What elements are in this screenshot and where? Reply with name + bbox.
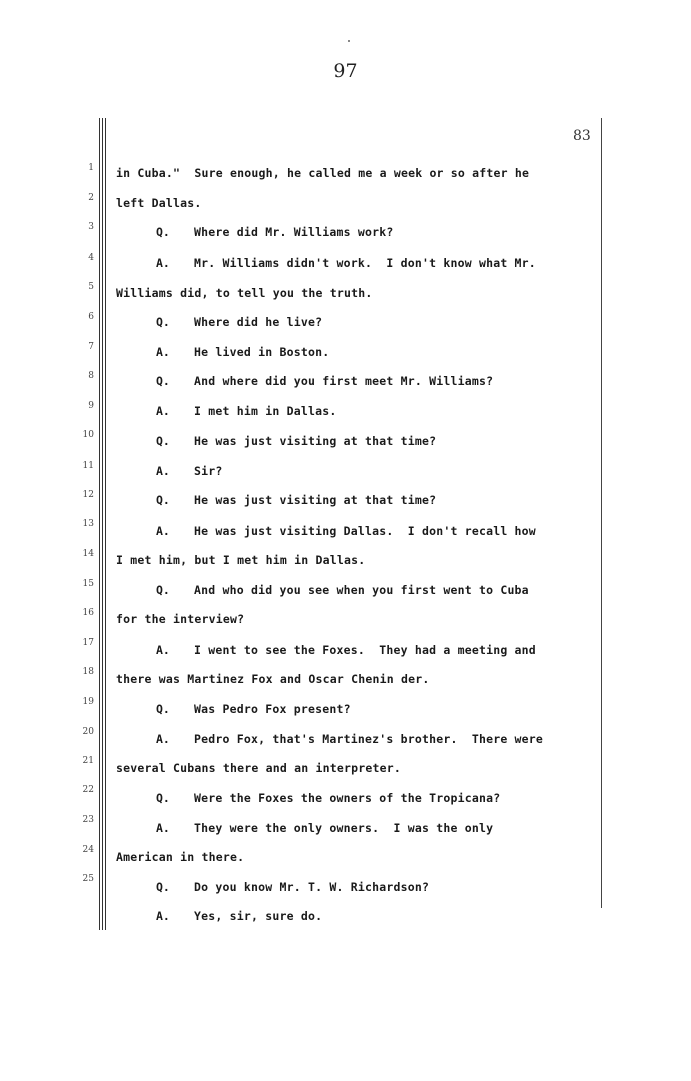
testimony-line: Where did Mr. Williams work? — [194, 225, 394, 239]
speaker-label: Q. — [156, 493, 170, 507]
testimony-line: He was just visiting at that time? — [194, 434, 437, 448]
testimony-line: left Dallas. — [116, 196, 202, 210]
line-number: 6 — [88, 312, 94, 322]
speaker-label: Q. — [156, 434, 170, 448]
speaker-label: Q. — [156, 315, 170, 329]
line-number: 3 — [88, 222, 94, 232]
testimony-line: Do you know Mr. T. W. Richardson? — [194, 880, 430, 894]
line-number: 7 — [88, 342, 94, 352]
speaker-label: A. — [156, 524, 170, 538]
left-margin-rule — [102, 118, 103, 930]
speaker-label: A. — [156, 256, 170, 270]
testimony-line: He was just visiting Dallas. I don't recall how — [194, 524, 536, 538]
testimony-line: Were the Foxes the owners of the Tropicana? — [194, 791, 501, 805]
speaker-label: A. — [156, 821, 170, 835]
speaker-label: Q. — [156, 880, 170, 894]
line-number: 18 — [82, 667, 94, 677]
line-number: 19 — [82, 697, 94, 707]
speaker-label: Q. — [156, 702, 170, 716]
transcript-page-number: 83 — [573, 128, 591, 144]
testimony-line: several Cubans there and an interpreter. — [116, 761, 401, 775]
testimony-line: And who did you see when you first went to Cuba — [194, 583, 529, 597]
line-number: 22 — [82, 785, 94, 795]
line-number: 8 — [88, 371, 94, 381]
left-margin-rule — [99, 118, 100, 930]
left-margin-rule — [105, 118, 106, 930]
line-number: 20 — [82, 727, 94, 737]
speaker-label: Q. — [156, 583, 170, 597]
testimony-line: Williams did, to tell you the truth. — [116, 286, 373, 300]
testimony-line: And where did you first meet Mr. Williams? — [194, 374, 494, 388]
line-number: 11 — [82, 461, 94, 471]
right-margin-rule — [601, 118, 602, 908]
testimony-line: He was just visiting at that time? — [194, 493, 437, 507]
line-number: 9 — [88, 401, 94, 411]
line-number: 16 — [82, 608, 94, 618]
testimony-line: in Cuba." Sure enough, he called me a week or so after he — [116, 166, 530, 180]
testimony-line: Where did he live? — [194, 315, 323, 329]
speaker-label: Q. — [156, 374, 170, 388]
line-number: 10 — [82, 430, 94, 440]
speaker-label: Q. — [156, 225, 170, 239]
testimony-line: They were the only owners. I was the only — [194, 821, 494, 835]
line-number: 17 — [82, 638, 94, 648]
speaker-label: A. — [156, 643, 170, 657]
testimony-line: I met him in Dallas. — [194, 404, 337, 418]
line-number: 23 — [82, 815, 94, 825]
line-number: 24 — [82, 845, 94, 855]
line-number: 15 — [82, 579, 94, 589]
testimony-line: American in there. — [116, 850, 245, 864]
line-number: 4 — [88, 253, 94, 263]
testimony-line: I went to see the Foxes. They had a meeting and — [194, 643, 536, 657]
speaker-label: A. — [156, 464, 170, 478]
speaker-label: Q. — [156, 791, 170, 805]
testimony-line: there was Martinez Fox and Oscar Chenin der. — [116, 672, 430, 686]
testimony-line: Yes, sir, sure do. — [194, 909, 323, 923]
line-number: 5 — [88, 282, 94, 292]
speaker-label: A. — [156, 345, 170, 359]
testimony-line: Mr. Williams didn't work. I don't know what Mr. — [194, 256, 536, 270]
line-number: 12 — [82, 490, 94, 500]
testimony-line: Was Pedro Fox present? — [194, 702, 351, 716]
line-number: 13 — [82, 519, 94, 529]
testimony-line: He lived in Boston. — [194, 345, 330, 359]
testimony-line: Sir? — [194, 464, 223, 478]
speaker-label: A. — [156, 909, 170, 923]
testimony-line: for the interview? — [116, 612, 245, 626]
line-number: 2 — [88, 193, 94, 203]
testimony-line: I met him, but I met him in Dallas. — [116, 553, 366, 567]
line-number: 21 — [82, 756, 94, 766]
scan-mark — [348, 40, 350, 42]
line-number: 14 — [82, 549, 94, 559]
line-number: 25 — [82, 874, 94, 884]
line-number: 1 — [88, 163, 94, 173]
page-number: 97 — [333, 60, 358, 82]
testimony-line: Pedro Fox, that's Martinez's brother. There were — [194, 732, 544, 746]
speaker-label: A. — [156, 404, 170, 418]
speaker-label: A. — [156, 732, 170, 746]
